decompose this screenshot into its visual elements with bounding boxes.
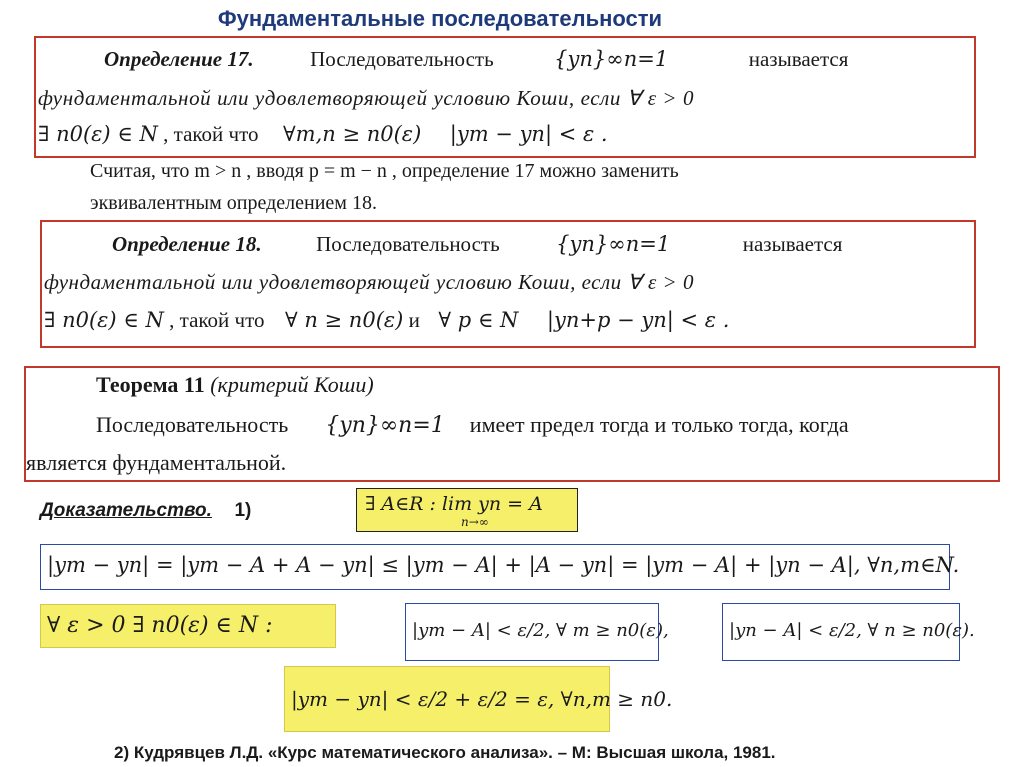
def17-inequality: |ym − yn| < ε . xyxy=(449,122,608,146)
def18-n0: ∃ n0(ε) ∈ N xyxy=(44,308,164,332)
thm11-line1 xyxy=(96,372,374,398)
def17-line1 xyxy=(104,47,848,72)
def18-called: называется xyxy=(742,232,843,256)
def18-sequence: {yn}∞n=1 xyxy=(556,232,671,256)
def17-sequence: {yn}∞n=1 xyxy=(554,47,669,71)
def17-seq-word: Последовательность xyxy=(310,47,494,71)
thm11-line2 xyxy=(96,412,849,438)
triangle-inequality: |ym − yn| = |ym − A + A − yn| ≤ |ym − A| + |A − yn| = |ym − A| + |yn − A|, ∀n,m∈N. xyxy=(47,553,960,577)
reference: 2) Кудрявцев Л.Д. «Курс математического анализа». – М: Высшая школа, 1981. xyxy=(114,743,776,762)
proof-label xyxy=(40,500,251,522)
epsilon-statement: ∀ ε > 0 ∃ n0(ε) ∈ N : xyxy=(47,613,273,638)
result-inequality: |ym − yn| < ε/2 + ε/2 = ε, ∀n,m ≥ n0. xyxy=(291,687,673,711)
result-box xyxy=(284,666,673,732)
triangle-inequality-box xyxy=(40,544,960,590)
def17-line3 xyxy=(38,122,608,147)
def18-line3 xyxy=(44,308,729,333)
def17-n0: ∃ n0(ε) ∈ N xyxy=(38,122,158,146)
def18-heading: Определение 18. xyxy=(112,232,262,256)
epsilon-box xyxy=(40,604,336,648)
thm11-sequence: {yn}∞n=1 xyxy=(325,413,445,438)
limit-exists: ∃ A∈R : lim yn = A xyxy=(365,493,543,515)
bound-n-box xyxy=(722,603,975,661)
def18-such-that: , такой что xyxy=(169,308,265,332)
thm11-limit-text: имеет предел тогда и только тогда, когда xyxy=(469,412,849,437)
between-line1: Считая, что m > n , вводя p = m − n , определение 17 можно заменить xyxy=(90,160,679,182)
def17-called: называется xyxy=(748,47,849,71)
def18-line2: фундаментальной или удовлетворяющей условию Коши, если ∀ ε > 0 xyxy=(44,270,694,294)
def18-and: и xyxy=(408,308,420,332)
limit-subscript: n→∞ xyxy=(461,515,489,529)
def18-inequality: |yn+p − yn| < ε . xyxy=(546,308,730,332)
def18-seq-word: Последовательность xyxy=(316,232,500,256)
proof-word: Доказательство. xyxy=(40,500,212,521)
bound-m: |ym − A| < ε/2, ∀ m ≥ n0(ε), xyxy=(412,620,669,641)
thm11-heading: Теорема 11 xyxy=(96,372,205,397)
thm11-line3: является фундаментальной. xyxy=(26,450,287,475)
proof-number: 1) xyxy=(234,500,252,521)
def18-line1 xyxy=(112,232,842,257)
thm11-seq-word: Последовательность xyxy=(96,412,289,437)
def18-forall-p: ∀ p ∈ N xyxy=(438,308,519,332)
bound-n: |yn − A| < ε/2, ∀ n ≥ n0(ε). xyxy=(729,620,975,641)
def17-such-that: , такой что xyxy=(163,122,259,146)
between-line2: эквивалентным определением 18. xyxy=(90,192,377,214)
def17-line2: фундаментальной или удовлетворяющей условию Коши, если ∀ ε > 0 xyxy=(38,86,695,110)
def17-heading: Определение 17. xyxy=(104,47,254,71)
page-title: Фундаментальные последовательности xyxy=(217,6,663,31)
def18-forall-n: ∀ n ≥ n0(ε) xyxy=(284,308,404,332)
limit-exists-box xyxy=(356,488,578,532)
bound-m-box xyxy=(405,603,669,661)
thm11-paren: (критерий Коши) xyxy=(210,372,374,397)
def17-forall-mn: ∀m,n ≥ n0(ε) xyxy=(282,122,422,146)
